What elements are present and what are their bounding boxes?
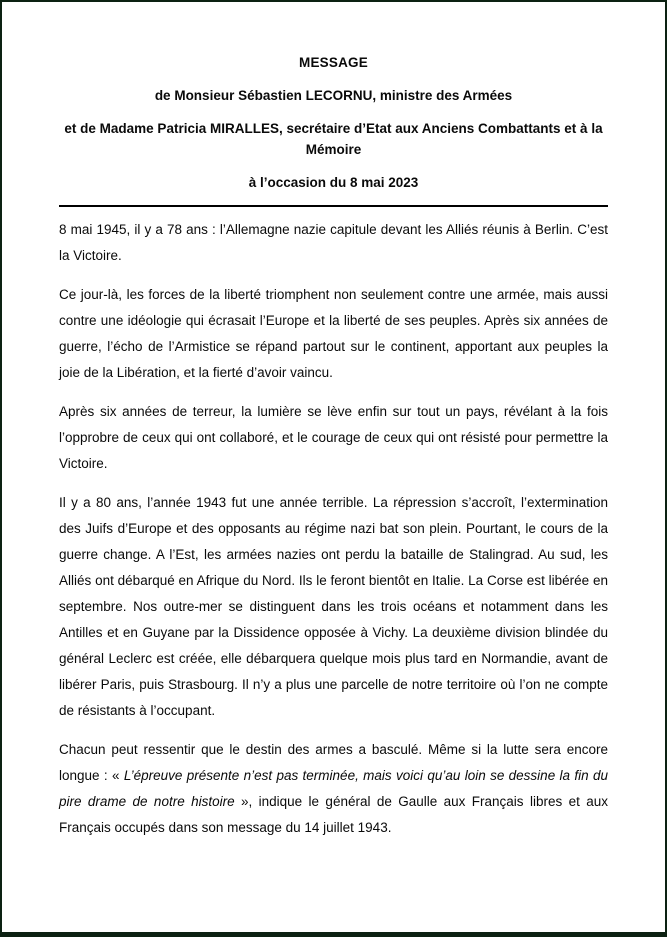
document-header [59, 52, 608, 193]
header-line-occasion: à l’occasion du 8 mai 2023 [248, 175, 419, 190]
paragraph [59, 282, 608, 386]
paragraph [59, 399, 608, 477]
header-line-minister: de Monsieur Sébastien LECORNU, ministre des Armées [154, 88, 513, 103]
header-line-secretary: et de Madame Patricia MIRALLES, secrétaire d’Etat aux Anciens Combattants et à la Mémoire [64, 121, 603, 157]
text-segment: 8 mai 1945, il y a 78 ans : l’Allemagne nazie capitule devant les Alliés réunis à Berlin. C’est la Victoire. [59, 222, 608, 263]
quoted-text: L’épreuve présente n’est pas terminée, mais voici qu’au loin se dessine la fin du pire drame de notre histoire [59, 768, 608, 809]
text-segment: Ce jour-là, les forces de la liberté triomphent non seulement contre une armée, mais aussi contre une idéologie qui écrasait l’Europe et la liberté de ses peuples. Après six années de guerre, l’écho de l’Armistice se répand partout sur le continent, apportant aux peuples la joie de la Libération, et la fierté d’avoir vaincu. [59, 287, 608, 380]
text-segment: Après six années de terreur, la lumière se lève enfin sur tout un pays, révélant à la fois l’opprobre de ceux qui ont collaboré, et le courage de ceux qui ont résisté pour permettre la Victoire. [59, 404, 608, 471]
text-segment: Chacun peut ressentir que le destin des armes a basculé. Même si la lutte sera encore longue : « [59, 742, 608, 783]
header-divider [59, 205, 608, 207]
paragraph [59, 490, 608, 724]
text-segment: Il y a 80 ans, l’année 1943 fut une année terrible. La répression s’accroît, l’extermination des Juifs d’Europe et des opposants au régime nazi bat son plein. Pourtant, le cours de la guerre change. A l’Est, les armées nazies ont perdu la bataille de Stalingrad. Au sud, les Alliés ont débarqué en Afrique du Nord. Ils le feront bientôt en Italie. La Corse est libérée en septembre. Nos outre-mer se distinguent dans les trois océans et notamment dans les Antilles et en Guyane par la Dissidence opposée à Vichy. La deuxième division blindée du général Leclerc est créée, elle débarquera quelque mois plus tard en Normandie, avant de libérer Paris, puis Strasbourg. Il n’y a plus une parcelle de notre territoire où l’on ne compte de résistants à l’occupant. [59, 495, 608, 718]
text-segment: », indique le général de Gaulle aux Français libres et aux Français occupés dans son message du 14 juillet 1943. [59, 794, 608, 835]
document-title: MESSAGE [299, 55, 368, 70]
paragraph [59, 217, 608, 269]
paragraph [59, 737, 608, 841]
message-body [59, 217, 608, 841]
